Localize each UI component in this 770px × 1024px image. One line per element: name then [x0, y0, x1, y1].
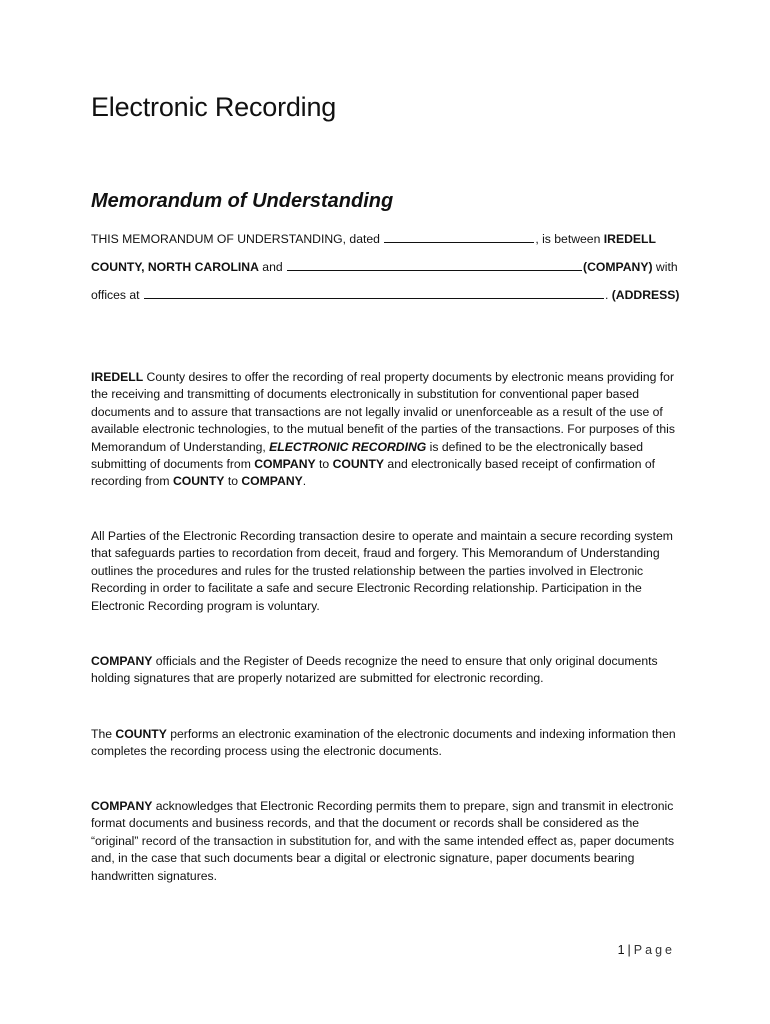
paragraph-text: and electronically based receipt of confirmation of recording from — [91, 457, 656, 489]
document-subtitle: Memorandum of Understanding — [91, 190, 394, 212]
intro-text: . — [604, 288, 612, 302]
intro-text: with — [652, 260, 678, 274]
paragraph-text: officials and the Register of Deeds recognize the need to ensure that only original documents holding signatures that are properly notarized are submitted for electronic recording. — [91, 654, 658, 686]
bold-term: COUNTY — [115, 727, 167, 741]
date-blank[interactable] — [384, 231, 534, 243]
intro-text: THIS MEMORANDUM OF UNDERSTANDING, dated — [91, 232, 384, 246]
bold-term: COMPANY — [254, 457, 316, 472]
page-label: Page — [633, 943, 675, 957]
bold-term: IREDELL — [91, 370, 144, 384]
paragraph-text: County desires to offer the recording of real property documents by electronic means providing for the receiving and transmitting of documents electronically in substitution for conventional paper based documents and to assure that transactions are not legally invalid or unenforceable as a result of the use of available electronic technologies, to the mutual benefit of the parties of the transactions. For purposes of this Memorandum of Understanding, — [91, 370, 675, 454]
defined-term: ELECTRONIC RECORDING — [269, 439, 427, 454]
bold-term: COMPANY — [91, 799, 153, 813]
bold-term: COMPANY — [241, 474, 303, 489]
intro-line-2 — [91, 259, 681, 275]
intro-text: and — [258, 260, 287, 274]
paragraph-text: The — [91, 727, 116, 741]
address-blank[interactable] — [144, 287, 604, 299]
intro-line-1 — [91, 231, 681, 247]
intro-text: , is between — [535, 232, 604, 246]
paragraph-text: to — [224, 474, 242, 489]
bold-term: COUNTY — [332, 457, 385, 472]
page-footer — [618, 943, 675, 957]
county-state: COUNTY, NORTH CAROLINA — [91, 260, 259, 274]
paragraph-1 — [91, 369, 686, 491]
bold-term: COUNTY — [172, 474, 225, 489]
paragraph-5 — [91, 798, 686, 885]
paragraph-2: All Parties of the Electronic Recording transaction desire to operate and maintain a secure recording system that safeguards parties to recordation from deceit, fraud and forgery. This Memorandum of Understanding outlines the procedures and rules for the trusted relationship between the parties involved in Electronic Recording in order to facilitate a safe and secure Electronic Recording relationship. Participation in the Electronic Recording program is voluntary. — [91, 529, 673, 613]
bold-term: COMPANY — [91, 654, 153, 668]
company-blank[interactable] — [287, 259, 582, 271]
paragraph-text: . — [302, 474, 307, 489]
paragraph-text: to — [315, 457, 333, 472]
paragraph-text: acknowledges that Electronic Recording permits them to prepare, sign and transmit in electronic format documents and business records, and that the document or records shall be considered as the “original” record of the transaction in substitution for, and with the same intended effect as, paper documents and, in the case that such documents bear a digital or electronic signature, paper documents bearing handwritten signatures. — [91, 799, 675, 883]
company-label: (COMPANY) — [583, 260, 653, 274]
document-title: Electronic Recording — [91, 92, 337, 122]
paragraph-3 — [91, 653, 686, 688]
intro-text: offices at — [91, 288, 143, 302]
intro-line-3 — [91, 287, 681, 303]
county-name: IREDELL — [603, 232, 656, 246]
paragraph-text: performs an electronic examination of the electronic documents and indexing information then completes the recording process using the electronic documents. — [91, 727, 676, 759]
paragraph-4 — [91, 726, 686, 761]
paragraph-text: is defined to be the electronically based submitting of documents from — [91, 439, 644, 472]
footer-separator: | — [627, 943, 631, 957]
page-number: 1 — [617, 943, 625, 957]
address-label: (ADDRESS) — [611, 288, 680, 302]
